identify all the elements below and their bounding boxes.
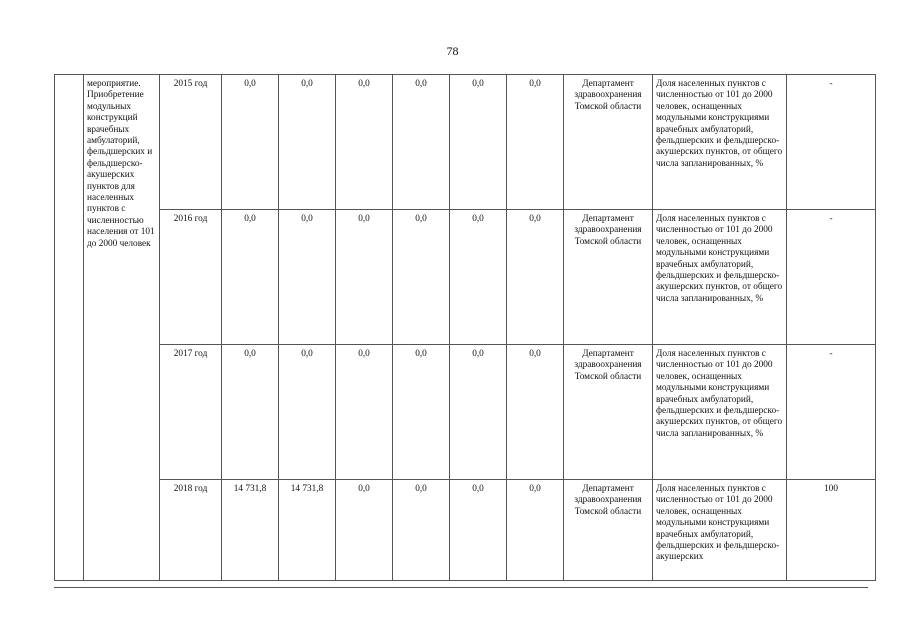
program-table bbox=[54, 74, 876, 581]
value-cell: 14 731,8 bbox=[222, 480, 279, 581]
table-row bbox=[55, 480, 876, 581]
department-cell: Департамент здравоохранения Томской области bbox=[564, 75, 653, 210]
department-cell: Департамент здравоохранения Томской области bbox=[564, 480, 653, 581]
table-bottom-border bbox=[54, 587, 868, 588]
value-cell: 0,0 bbox=[507, 210, 564, 345]
value-cell: 14 731,8 bbox=[279, 480, 336, 581]
value-cell: 0,0 bbox=[222, 210, 279, 345]
value-cell: 0,0 bbox=[450, 345, 507, 480]
value-cell: 0,0 bbox=[507, 480, 564, 581]
value-cell: 0,0 bbox=[336, 210, 393, 345]
value-cell: 0,0 bbox=[393, 75, 450, 210]
table-row bbox=[55, 210, 876, 345]
value-cell: 0,0 bbox=[507, 345, 564, 480]
table-row bbox=[55, 75, 876, 210]
value-cell: 0,0 bbox=[336, 75, 393, 210]
value-cell: 0,0 bbox=[222, 345, 279, 480]
measure-name-cell: мероприятие. Приобретение модульных конструкций врачебных амбулаторий, фельдшерских и фельдшерско-акушерских пунктов для населенных пунктов с численностью населения от 101 до 2000 человек bbox=[84, 75, 160, 581]
indicator-value-cell: - bbox=[787, 210, 876, 345]
year-cell: 2015 год bbox=[160, 75, 222, 210]
index-cell bbox=[55, 75, 84, 581]
page-number: 78 bbox=[446, 44, 459, 58]
value-cell: 0,0 bbox=[393, 345, 450, 480]
value-cell: 0,0 bbox=[393, 480, 450, 581]
year-cell: 2016 год bbox=[160, 210, 222, 345]
table-row bbox=[55, 345, 876, 480]
year-cell: 2017 год bbox=[160, 345, 222, 480]
year-cell: 2018 год bbox=[160, 480, 222, 581]
indicator-cell: Доля населенных пунктов с численностью от 101 до 2000 человек, оснащенных модульными конструкциями врачебных амбулаторий, фельдшерских и фельдшерско-акушерских bbox=[653, 480, 787, 581]
value-cell: 0,0 bbox=[279, 345, 336, 480]
value-cell: 0,0 bbox=[450, 480, 507, 581]
indicator-value-cell: - bbox=[787, 75, 876, 210]
department-cell: Департамент здравоохранения Томской области bbox=[564, 210, 653, 345]
indicator-cell: Доля населенных пунктов с численностью от 101 до 2000 человек, оснащенных модульными конструкциями врачебных амбулаторий, фельдшерских и фельдшерско-акушерских пунктов, от общего числа запланированных, % bbox=[653, 210, 787, 345]
value-cell: 0,0 bbox=[222, 75, 279, 210]
value-cell: 0,0 bbox=[450, 210, 507, 345]
indicator-value-cell: - bbox=[787, 345, 876, 480]
value-cell: 0,0 bbox=[393, 210, 450, 345]
value-cell: 0,0 bbox=[507, 75, 564, 210]
indicator-value-cell: 100 bbox=[787, 480, 876, 581]
value-cell: 0,0 bbox=[279, 210, 336, 345]
value-cell: 0,0 bbox=[279, 75, 336, 210]
value-cell: 0,0 bbox=[450, 75, 507, 210]
indicator-cell: Доля населенных пунктов с численностью от 101 до 2000 человек, оснащенных модульными конструкциями врачебных амбулаторий, фельдшерских и фельдшерско-акушерских пунктов, от общего числа запланированных, % bbox=[653, 75, 787, 210]
value-cell: 0,0 bbox=[336, 480, 393, 581]
indicator-cell: Доля населенных пунктов с численностью от 101 до 2000 человек, оснащенных модульными конструкциями врачебных амбулаторий, фельдшерских и фельдшерско-акушерских пунктов, от общего числа запланированных, % bbox=[653, 345, 787, 480]
value-cell: 0,0 bbox=[336, 345, 393, 480]
department-cell: Департамент здравоохранения Томской области bbox=[564, 345, 653, 480]
